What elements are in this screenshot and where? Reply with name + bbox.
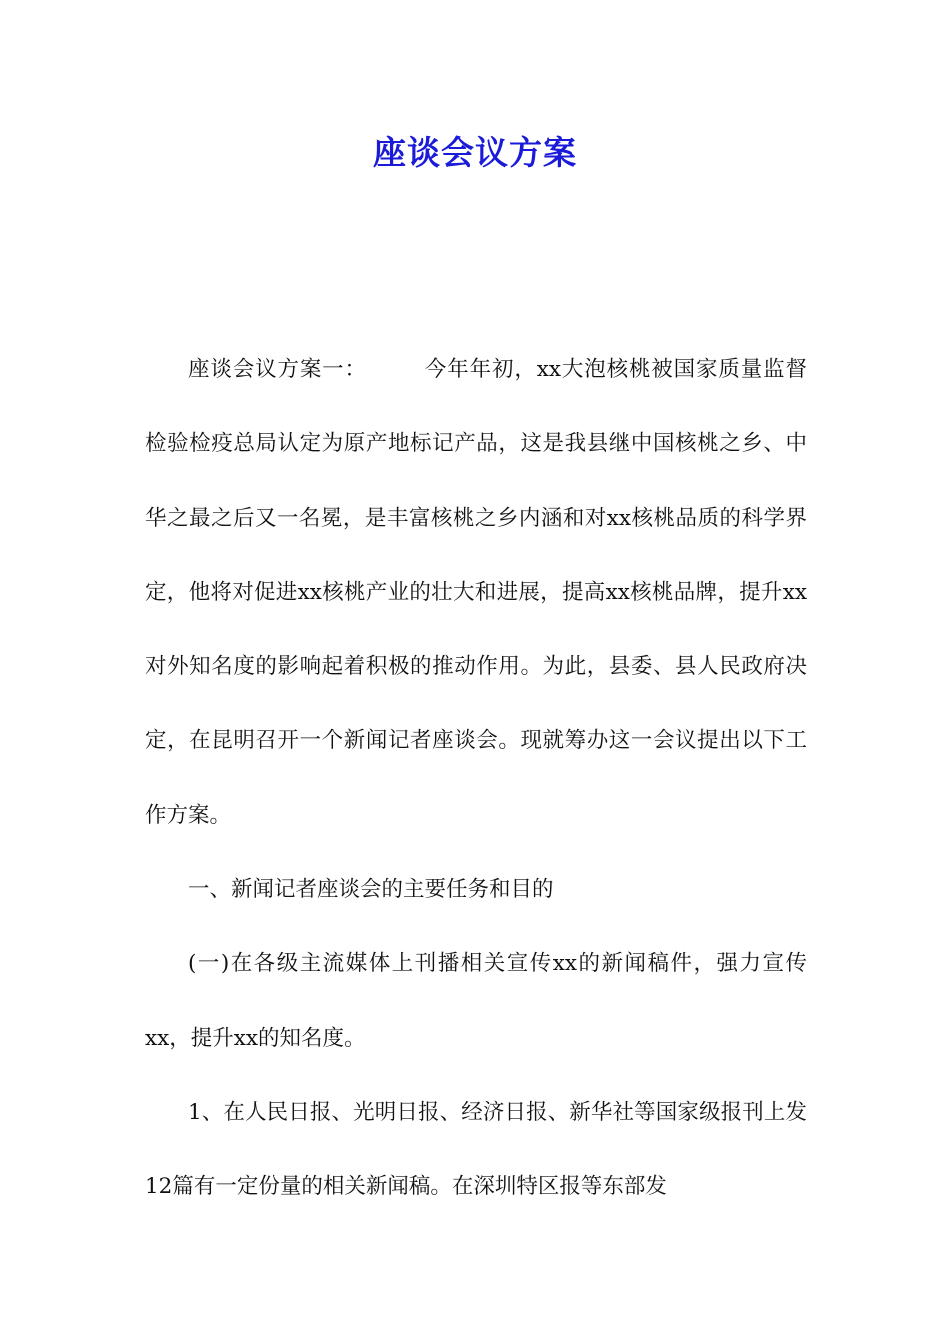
- section-heading: 一、新闻记者座谈会的主要任务和目的: [188, 877, 554, 903]
- paragraph-text: 今年年初，xx大泡核桃被国家质量监督检验检疫总局认定为原产地标记产品，这是我县继中国核桃之乡、中华之最之后又一名冕，是丰富核桃之乡内涵和对xx核桃品质的科学界定，他将对促进xx核桃产业的壮大和进展，提高xx核桃品牌，提升xx对外知名度的影响起着积极的推动作用。为此，县委、县人民政府决定，在昆明召开一个新闻记者座谈会。现就筹办这一会议提出以下工作方案。: [145, 357, 807, 828]
- numbered-paragraph: 1、在人民日报、光明日报、经济日报、新华社等国家级报刊上发12篇有一定份量的相关新闻稿。在深圳特区报等东部发: [145, 1099, 807, 1200]
- lead-label: 座谈会议方案一：: [188, 357, 367, 382]
- document-body: [145, 333, 807, 1225]
- subsection-paragraph: (一)在各级主流媒体上刊播相关宣传xx的新闻稿件，强力宣传xx，提升xx的知名度。: [145, 951, 807, 1051]
- paragraph-intro: [145, 333, 807, 853]
- document-title: 座谈会议方案: [373, 133, 577, 172]
